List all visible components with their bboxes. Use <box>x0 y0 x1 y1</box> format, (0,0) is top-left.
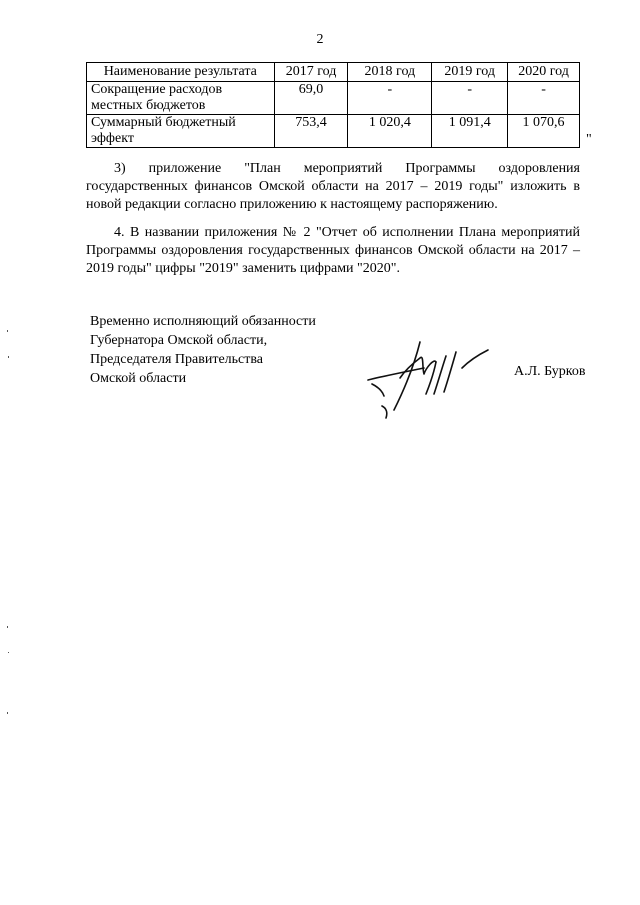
row-label: Сокращение расходов местных бюджетов <box>87 82 275 115</box>
table-header-cell: 2020 год <box>508 63 580 82</box>
table-header-cell: 2019 год <box>432 63 508 82</box>
table-header-cell: 2017 год <box>274 63 348 82</box>
handwritten-signature <box>364 338 504 422</box>
signer-line: Омской области <box>90 371 187 386</box>
signer-line: Временно исполняющий обязанности <box>90 314 316 329</box>
table-row <box>87 115 580 148</box>
results-table <box>86 62 580 148</box>
table-cell: - <box>508 82 580 115</box>
page-number: 2 <box>316 32 324 47</box>
row-label: Суммарный бюджетный эффект <box>87 115 275 148</box>
table-header-cell: 2018 год <box>348 63 432 82</box>
scan-margin-marks <box>4 0 14 905</box>
table-cell: 753,4 <box>274 115 348 148</box>
signer-title <box>90 312 316 388</box>
table-header-cell: Наименование результата <box>87 63 275 82</box>
signer-line: Председателя Правительства <box>90 352 264 367</box>
table-header-row <box>87 63 580 82</box>
table-cell: - <box>432 82 508 115</box>
paragraph-3: 3) приложение "План мероприятий Программы оздоровления государственных финансов Омской области на 2017 – 2019 годы" изложить в новой редакции согласно приложению к настоящему распоряжению. <box>86 161 580 212</box>
table-cell: 1 091,4 <box>432 115 508 148</box>
table-cell: 1 070,6 <box>508 115 580 148</box>
signer-name: А.Л. Бурков <box>514 364 586 379</box>
table-cell: 69,0 <box>274 82 348 115</box>
paragraph-4: 4. В названии приложения № 2 "Отчет об исполнении Плана мероприятий Программы оздоровления государственных финансов Омской области на 2017 – 2019 годы" цифры "2019" заменить цифрами "2020". <box>86 225 580 276</box>
table-cell: - <box>348 82 432 115</box>
table-cell: 1 020,4 <box>348 115 432 148</box>
signer-line: Губернатора Омской области, <box>90 333 268 348</box>
table-row <box>87 82 580 115</box>
closing-quote: " <box>586 132 592 147</box>
